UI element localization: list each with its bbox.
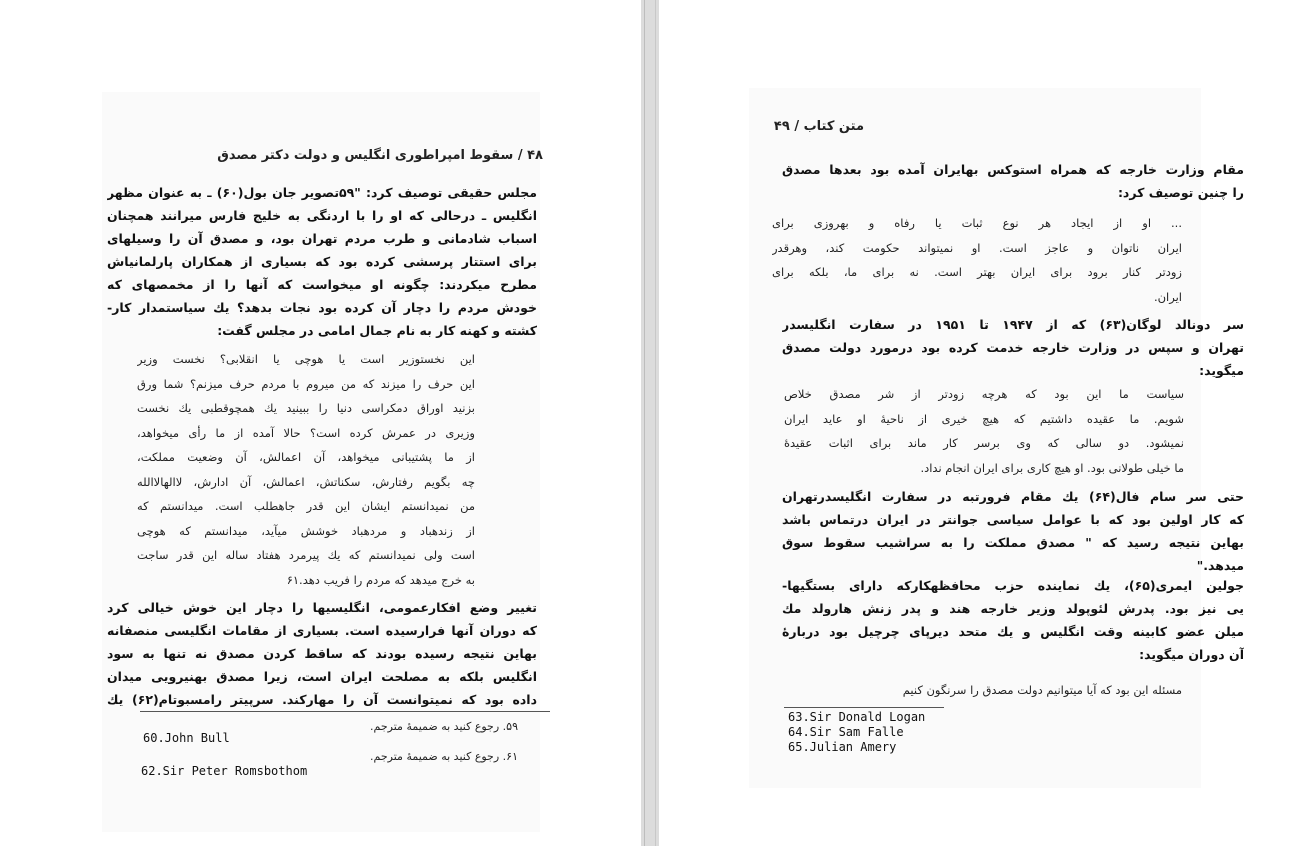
text-line: انگلیس بلکه به مصلحت ایران است، زیرا مصدق بهنیرویی میدان (107, 669, 537, 684)
text-line: آن دوران میگوید: (1139, 647, 1244, 662)
text-line: اسباب شادمانی و طرب مردم تهران بود، و مصدق آن را وسیلهای (107, 231, 537, 246)
quote-line: این حرف را میزند که من میروم با مردم حرف میزنم؟ شما ورق (137, 376, 475, 391)
footnote-rule (784, 707, 944, 708)
quote-line: چه بگویم رفتارش، سکناتش، اعمالش، آن ادارش، لاالهالاالله (137, 474, 475, 489)
footnote-59: ۵۹. رجوع کنید به ضمیمهٔ مترجم. (370, 720, 518, 733)
text-line: حتی سر سام فال(۶۴) یك مقام فرورتبه در سفارت انگلیسدرتهران (782, 489, 1244, 504)
text-line: تهران و سپس در وزارت خارجه خدمت کرده بود درمورد دولت مصدق (782, 340, 1244, 355)
quote-line: نمیشود. دو سالی که وی برسر کار ماند برای اثبات عقیدهٔ (784, 436, 1184, 450)
left-page-header: ۴۸ / سقوط امپراطوری انگلیس و دولت دکتر مصدق (217, 148, 543, 163)
quote-line: این نخستوزیر است یا هوچی یا انقلابی؟ نخست وزیر (137, 352, 475, 366)
footnote-64: 64.Sir Sam Falle (788, 725, 904, 739)
text-line: جولین ایمری(۶۵)، یك نماینده حزب محافظهکارکه دارای بستگیها- (782, 578, 1244, 593)
quote-line: شویم. ما عقیده داشتیم که هیچ خیری از ناحیهٔ او عاید ایران (784, 411, 1184, 426)
text-line: بهاین نتیجه رسید که " مصدق مملکت را به سراشیب سقوط سوق (782, 535, 1244, 550)
quote-line: ایران. (1153, 289, 1182, 304)
right-block-quote-2 (784, 382, 1184, 480)
quote-line: مسئله این بود که آیا میتوانیم دولت مصدق را سرنگون کنیم (902, 683, 1182, 697)
right-intro-paragraph (782, 158, 1244, 204)
footnote-62: 62.Sir Peter Romsbothom (141, 764, 308, 778)
quote-line: به خرج میدهد که مردم را فریب دهد.۶۱ (286, 572, 475, 587)
footnote-63: 63.Sir Donald Logan (788, 710, 926, 724)
right-paragraph-4 (782, 574, 1244, 666)
right-block-quote-3 (782, 678, 1182, 703)
text-line: که کار اولین بود که با عوامل سیاسی جوانتر در ایران درتماس باشد (782, 512, 1244, 527)
left-page (0, 0, 641, 846)
text-line: انگلیس ـ درحالی که او را با اردنگی به خلیج فارس میرانند همچنان (107, 208, 537, 223)
text-line: میگوید: (1199, 363, 1244, 378)
right-page-header: متن کتاب / ۴۹ (773, 119, 864, 134)
text-line: خودش مردم را دچار آن کرده بود نجات بدهد؟ یك سیاستمدار کار- (107, 300, 537, 315)
quote-line: سیاست ما این بود که هرچه زودتر از شر مصدق خلاص (784, 387, 1184, 401)
right-page (659, 0, 1304, 846)
left-block-quote (137, 347, 475, 592)
text-line: برای استتار پرسشی کرده بود که بسیاری از همکاران پارلمانیاش (107, 254, 537, 269)
text-line: مجلس حقیقی توصیف کرد: "۵۹تصویر جان بول(۶۰) ـ به عنوان مظهر (107, 185, 537, 200)
text-line: مقام وزارت خارجه که همراه استوکس بهایران آمده بود بعدها مصدق (782, 162, 1244, 177)
text-line: داده بود که نمیتوانست آن را مهارکند. سرپیتر رامسبوتام(۶۲) یك (107, 692, 537, 707)
book-spine-divider (641, 0, 659, 846)
footnote-65: 65.Julian Amery (788, 740, 897, 754)
text-line: مطرح میکردند: چگونه او میخواست که آنها را از مخمصهای که (107, 277, 537, 292)
quote-line: ما خیلی طولانی بود. او هیچ کاری برای ایران انجام نداد. (920, 460, 1184, 475)
text-line: کشته و کهنه کار به نام جمال امامی در مجلس گفت: (217, 323, 537, 338)
right-paragraph-2 (782, 313, 1244, 382)
quote-line: من نمیدانستم ایشان این قدر جاهطلب است. میدانستم که (137, 499, 475, 513)
footnote-61: ۶۱. رجوع کنید به ضمیمهٔ مترجم. (370, 750, 518, 763)
right-paragraph-3 (782, 485, 1244, 577)
quote-line: ایران ناتوان و عاجز است. او نمیتواند حکومت کند، وهرقدر (772, 240, 1182, 255)
footnote-60: 60.John Bull (143, 731, 230, 745)
quote-line: از زندهباد و مردهباد خوشش میآید، میدانستم که هوچی (137, 523, 475, 538)
quote-line: ... او از ایجاد هر نوع ثبات یا رفاه و بهروزی برای (772, 216, 1182, 230)
quote-line: از ما پشتیبانی میخواهد، آن اعمالش، آن وضعیت مملکت، (137, 450, 475, 464)
text-line: یی نیز بود. پدرش لئوپولد وزیر خارجه هند و پدر زنش هارولد مك (782, 601, 1244, 616)
text-line: سر دونالد لوگان(۶۳) که از ۱۹۴۷ تا ۱۹۵۱ در سفارت انگلیسدر (782, 317, 1244, 332)
text-line: را چنین توصیف کرد: (1117, 185, 1244, 200)
quote-line: زودتر کنار برود برای ایران بهتر است. نه برای ما، بلکه برای (772, 265, 1182, 279)
text-line: میدهد." (1196, 558, 1244, 573)
text-line: تغییر وضع افکارعمومی، انگلیسیها را دچار این خوش خیالی کرد (107, 600, 537, 615)
footnote-rule (140, 711, 550, 712)
right-block-quote-1 (772, 211, 1182, 309)
quote-line: وزیری در عمرش کرده است؟ حالا آمده از ما رأی میخواهد، (137, 425, 475, 440)
quote-line: بزنید اوراق دمکراسی دنیا را ببینید یك همچوقطبی یك نخست (137, 401, 475, 415)
left-intro-paragraph (107, 181, 537, 342)
text-line: بهاین نتیجه رسیده بودند که ساقط کردن مصدق نه تنها به سود (107, 646, 537, 661)
quote-line: است ولی نمیدانستم که یك پیرمرد هفتاد ساله این قدر ساجت (137, 548, 475, 562)
text-line: که دوران آنها فرارسیده است. بسیاری از مقامات انگلیسی منصفانه (107, 623, 537, 638)
left-closing-paragraph (107, 596, 537, 711)
text-line: میلن عضو کابینه وقت انگلیس و یك متحد دیرپای چرچیل بود دربارهٔ (782, 624, 1244, 639)
